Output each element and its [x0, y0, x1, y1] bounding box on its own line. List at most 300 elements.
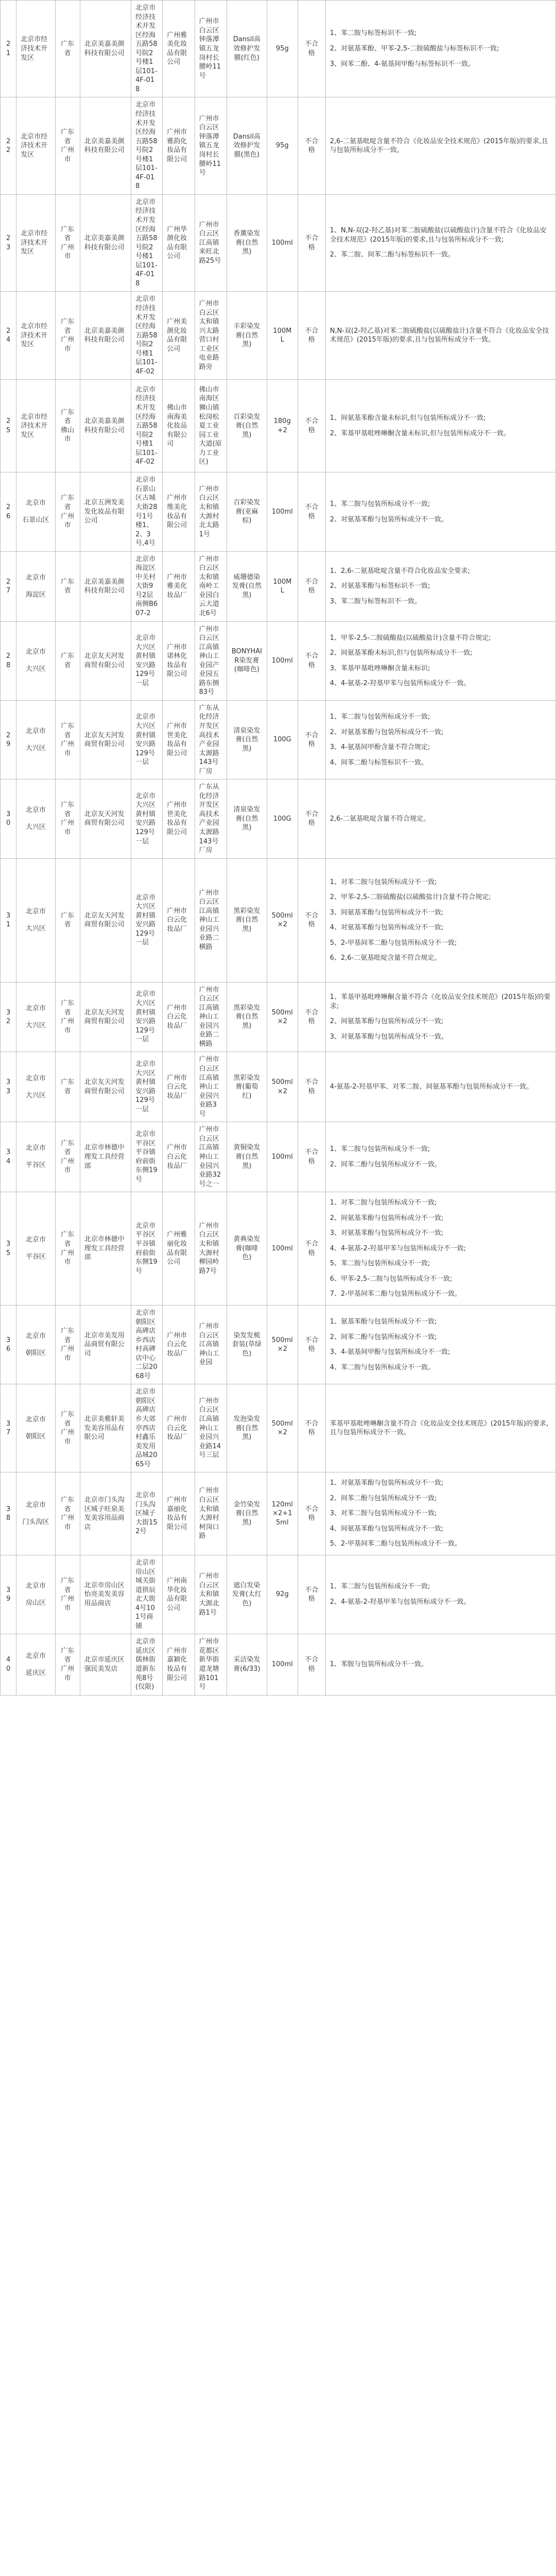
maker-location	[55, 1384, 80, 1472]
manufacturer: 广州市白云化妆品厂	[163, 858, 195, 982]
maker-city: 广州市	[61, 1665, 75, 1682]
seller-location	[16, 700, 56, 779]
product-spec: 500ml×2	[267, 1384, 298, 1472]
nonconforming-item: 1、间氨基苯酚含量未标识,但与包装所标成分不一致;	[329, 414, 486, 422]
product-name: 金竹染发膏(自然黑)	[227, 1472, 267, 1555]
nonconforming-item: 2、间苯二酚与包装所标成分不一致;	[329, 1494, 437, 1502]
sampled-enterprise: 北京市林德中理发工具经营部	[80, 1122, 131, 1192]
manufacturer-address: 广州市白云区太和镇兴太路营口村工业区电业路路旁	[195, 292, 227, 380]
maker-city: 广州市	[61, 243, 75, 261]
manufacturer-address: 广州市白云区太和镇大源村柯岗口路	[195, 1472, 227, 1555]
seller-location	[16, 1122, 56, 1192]
seller-city: 北京市	[25, 1236, 46, 1244]
table-row	[1, 1305, 556, 1384]
table-row	[1, 551, 556, 621]
nonconforming-item: 3、4-氨基间甲酚与包装所标成分不一致;	[329, 1348, 450, 1357]
product-spec: 100G	[267, 779, 298, 858]
table-row	[1, 1122, 556, 1192]
manufacturer-address: 广州市白云区江高镇神山工业园兴业路14号三层	[195, 1384, 227, 1472]
row-number: 26	[1, 472, 16, 551]
row-number: 38	[1, 1472, 16, 1555]
maker-province: 广东省	[61, 911, 75, 929]
product-name: 采洁染发膏(6/33)	[227, 1634, 267, 1695]
nonconforming-item: 2,6-二氨基吡啶含量不符合规定。	[329, 815, 430, 823]
maker-location	[55, 1634, 80, 1695]
enterprise-address: 北京市大兴区黄村镇安兴路129号一层	[131, 1052, 163, 1122]
maker-province: 广东省	[61, 801, 75, 818]
maker-province: 广东省	[61, 1078, 75, 1095]
table-row	[1, 1472, 556, 1555]
row-number: 34	[1, 1122, 16, 1192]
maker-city: 广州市	[61, 336, 75, 353]
seller-district: 大兴区	[25, 665, 46, 673]
product-name: 黑彩染发膏(自然黑)	[227, 982, 267, 1052]
table-row	[1, 982, 556, 1052]
row-number: 25	[1, 380, 16, 472]
sampled-enterprise: 北京美嘉美颜科技有限公司	[80, 194, 131, 291]
maker-location	[55, 700, 80, 779]
seller-city: 北京市经济技术开发区	[21, 323, 48, 349]
table-row	[1, 97, 556, 194]
nonconforming-items	[325, 1555, 555, 1634]
maker-location	[55, 292, 80, 380]
manufacturer: 广州市世美化妆品有限公司	[163, 700, 195, 779]
maker-city: 广州市	[61, 1345, 75, 1362]
seller-district: 房山区	[25, 1599, 46, 1607]
seller-district: 朝阳区	[25, 1349, 46, 1357]
nonconforming-items	[325, 700, 555, 779]
maker-city: 广州市	[61, 1514, 75, 1531]
product-name: Dansil高效修护发膜(红色)	[227, 1, 267, 97]
nonconforming-item: 2、苯基甲基吡唑啉酮含量未标识,但与包装所标成分不一致。	[329, 430, 511, 438]
row-number: 40	[1, 1634, 16, 1695]
seller-city: 北京市经济技术开发区	[21, 36, 48, 62]
nonconforming-items	[325, 1, 555, 97]
table-row	[1, 700, 556, 779]
row-number: 37	[1, 1384, 16, 1472]
table-row	[1, 1192, 556, 1306]
enterprise-address: 北京市经济技术开发区经海五路58号院2号楼1层101-4F-018	[131, 1, 163, 97]
maker-province: 广东省	[61, 1647, 75, 1664]
nonconforming-item: 3、4-氨基间甲酚含量不符合规定;	[329, 743, 430, 752]
maker-province: 广东省	[61, 408, 75, 426]
manufacturer-address: 广州市白云区江高镇神山工业园兴业路32号之一	[195, 1122, 227, 1192]
product-name: 清泉染发膏(自然黑)	[227, 779, 267, 858]
manufacturer: 广州华颜化妆品有限公司	[163, 194, 195, 291]
nonconforming-item: 1、甲苯-2,5-二胺硫酸盐(以硫酸盐计)含量不符合规定;	[329, 634, 491, 642]
inspection-result: 不合格	[298, 621, 325, 700]
seller-district: 海淀区	[25, 590, 46, 599]
product-name: 丰彩染发膏(自然黑)	[227, 292, 267, 380]
manufacturer-address: 广州市白云区江高镇来旺北路25号	[195, 194, 227, 291]
seller-city: 北京市经济技术开发区	[21, 230, 48, 256]
seller-city: 北京市	[25, 1074, 46, 1082]
product-name: 香薰染发膏(自然黑)	[227, 194, 267, 291]
enterprise-address: 北京市平谷区平谷镇府前街东侧19号	[131, 1122, 163, 1192]
sampled-enterprise: 北京友天河发商贸有限公司	[80, 621, 131, 700]
product-name: 染发发梳套装(草绿色)	[227, 1305, 267, 1384]
product-spec: 100ml	[267, 621, 298, 700]
maker-location	[55, 1305, 80, 1384]
enterprise-address: 北京市朝阳区高碑店乡西店村高碑店中心二层2068号	[131, 1305, 163, 1384]
seller-location	[16, 292, 56, 380]
manufacturer-address: 佛山市南海区狮山镇松岗松夏工业园工业大道(原力工业区)	[195, 380, 227, 472]
seller-location	[16, 551, 56, 621]
maker-city: 广州市	[61, 1595, 75, 1612]
enterprise-address: 北京市门头沟区城子大街152号	[131, 1472, 163, 1555]
inspection-result: 不合格	[298, 1122, 325, 1192]
maker-province: 广东省	[61, 128, 75, 145]
product-spec: 92g	[267, 1555, 298, 1634]
nonconforming-items	[325, 551, 555, 621]
maker-city: 广州市	[61, 1157, 75, 1175]
manufacturer: 广州市白云化妆品厂	[163, 982, 195, 1052]
table-row	[1, 1052, 556, 1122]
product-name: 威珊德染发膏(自然黑)	[227, 551, 267, 621]
enterprise-address: 北京市大兴区黄村镇安兴路129号一层	[131, 982, 163, 1052]
seller-city: 北京市	[25, 1652, 46, 1660]
inspection-result: 不合格	[298, 779, 325, 858]
table-row	[1, 1555, 556, 1634]
row-number: 29	[1, 700, 16, 779]
maker-city: 佛山市	[61, 426, 75, 444]
product-spec: 100ML	[267, 292, 298, 380]
maker-province: 广东省	[61, 1411, 75, 1428]
table-row	[1, 380, 556, 472]
seller-location	[16, 1052, 56, 1122]
product-name: 黑彩染发膏(自然黑)	[227, 858, 267, 982]
seller-city: 北京市	[25, 1332, 46, 1340]
nonconforming-item: 2,6-二氨基吡啶含量不符合《化妆品安全技术规范》(2015年版)的要求,且与包装所标成分不一致。	[329, 137, 548, 155]
maker-location	[55, 1122, 80, 1192]
product-spec: 180g+2	[267, 380, 298, 472]
manufacturer: 广州市白云化妆品厂	[163, 1384, 195, 1472]
nonconforming-item: 1、苯二胺与包装所标成分不一致;	[329, 1145, 430, 1153]
product-spec: 95g	[267, 1, 298, 97]
table-row	[1, 194, 556, 291]
manufacturer-address: 广州市白云区太和镇大源村柳园岭路7号	[195, 1192, 227, 1306]
enterprise-address: 北京市大兴区黄村镇安兴路129号一层	[131, 700, 163, 779]
product-name: 发泡染发膏(自然黑)	[227, 1384, 267, 1472]
maker-location	[55, 982, 80, 1052]
seller-city: 北京市	[25, 1144, 46, 1153]
nonconforming-items	[325, 1052, 555, 1122]
sampled-enterprise: 北京市林德中理发工具经营部	[80, 1192, 131, 1306]
nonconforming-item: 1、苯二胺与包装所标成分不一致;	[329, 1583, 430, 1591]
seller-district: 平谷区	[25, 1161, 46, 1170]
row-number: 21	[1, 1, 16, 97]
inspection-result: 不合格	[298, 1472, 325, 1555]
maker-province: 广东省	[61, 1231, 75, 1248]
manufacturer: 广州市雅美化妆品厂	[163, 551, 195, 621]
nonconforming-item: 2、对氨基苯酚与包装所标成分不一致;	[329, 728, 444, 736]
product-name: 黄典染发膏(咖啡色)	[227, 1192, 267, 1306]
nonconforming-item: 4、苯二胺与包装所标成分不一致。	[329, 1363, 435, 1371]
product-spec: 100G	[267, 700, 298, 779]
nonconforming-items	[325, 1472, 555, 1555]
seller-city: 北京市	[25, 806, 46, 815]
inspection-result: 不合格	[298, 1052, 325, 1122]
inspection-result: 不合格	[298, 1384, 325, 1472]
seller-city: 北京市经济技术开发区	[21, 132, 48, 159]
row-number: 31	[1, 858, 16, 982]
product-spec: 120ml×2+15ml	[267, 1472, 298, 1555]
seller-district: 平谷区	[25, 1253, 46, 1261]
nonconforming-items	[325, 858, 555, 982]
row-number: 35	[1, 1192, 16, 1306]
nonconforming-item: 1、苯二胺与包装所标成分不一致;	[329, 713, 430, 721]
nonconforming-items	[325, 621, 555, 700]
inspection-result: 不合格	[298, 1, 325, 97]
sampled-enterprise: 北京友天河发商贸有限公司	[80, 858, 131, 982]
enterprise-address: 北京市石景山区古城大街28号1号楼1、2、3号,4号	[131, 472, 163, 551]
manufacturer: 广州市雅韵化妆品有限公司	[163, 97, 195, 194]
seller-location	[16, 97, 56, 194]
nonconforming-items	[325, 380, 555, 472]
nonconforming-item: 1、对氨基苯酚与包装所标成分不一致;	[329, 1479, 444, 1487]
seller-district: 朝阳区	[25, 1433, 46, 1441]
maker-location	[55, 194, 80, 291]
inspection-result: 不合格	[298, 982, 325, 1052]
seller-location	[16, 1192, 56, 1306]
product-name: BONYHAIR染发膏(咖啡色)	[227, 621, 267, 700]
sampled-enterprise: 北京美雅轩美发美容用品有限公司	[80, 1384, 131, 1472]
enterprise-address: 北京市经济技术开发区经海五路58号院2号楼1层101-4F-018	[131, 194, 163, 291]
row-number: 28	[1, 621, 16, 700]
nonconforming-item: 4、4-氨基-2-羟基甲苯与包装所标成分不一致。	[329, 680, 471, 688]
inspection-result: 不合格	[298, 858, 325, 982]
enterprise-address: 北京市朝阳区高碑店乡大郊亭西店村鑫乐美发用品城2065号	[131, 1384, 163, 1472]
product-spec: 100ml	[267, 194, 298, 291]
seller-location	[16, 1472, 56, 1555]
sampled-enterprise: 北京友天河发商贸有限公司	[80, 700, 131, 779]
nonconforming-item: 2、4-氨基-2-羟基甲苯与包装所标成分不一致。	[329, 1598, 471, 1606]
inspection-result: 不合格	[298, 194, 325, 291]
nonconforming-item: 1、2,6-二氨基吡啶含量不符合化妆品安全要求;	[329, 567, 470, 575]
nonconforming-items	[325, 1122, 555, 1192]
seller-city: 北京市	[25, 1416, 46, 1424]
nonconforming-items	[325, 472, 555, 551]
manufacturer-address: 广州市花都区新华街道龙塘路101号	[195, 1634, 227, 1695]
nonconforming-items	[325, 97, 555, 194]
product-spec: 100ml	[267, 1634, 298, 1695]
maker-location	[55, 551, 80, 621]
seller-city: 北京市	[25, 1501, 46, 1509]
manufacturer: 广州美颜化妆品有限公司	[163, 292, 195, 380]
seller-district: 大兴区	[25, 744, 46, 752]
seller-location	[16, 858, 56, 982]
manufacturer: 广州雅美化妆品有限公司	[163, 1, 195, 97]
manufacturer-address: 广州市白云区钟落潭镇五龙岗村长腰岭11号	[195, 97, 227, 194]
maker-location	[55, 1, 80, 97]
maker-location	[55, 472, 80, 551]
enterprise-address: 北京市平谷区平谷镇府前街东侧19号	[131, 1192, 163, 1306]
nonconforming-item: 1、氨基苯酚与包装所标成分不一致;	[329, 1318, 437, 1326]
maker-province: 广东省	[61, 1577, 75, 1594]
nonconforming-item: 2、间氨基苯酚与包装所标成分不一致;	[329, 1214, 444, 1222]
maker-province: 广东省	[61, 999, 75, 1016]
seller-city: 北京市	[25, 499, 46, 507]
seller-district: 大兴区	[25, 823, 46, 832]
sampled-enterprise: 北京友天河发商贸有限公司	[80, 779, 131, 858]
seller-city: 北京市	[25, 907, 46, 916]
maker-city: 广州市	[61, 1018, 75, 1035]
nonconforming-item: 3、对氨基苯酚与包装所标成分不一致;	[329, 1229, 444, 1238]
sampled-enterprise: 北京美嘉美颜科技有限公司	[80, 292, 131, 380]
seller-location	[16, 194, 56, 291]
maker-province: 广东省	[61, 40, 75, 57]
enterprise-address: 北京市房山区城关街道拱辰北大街4号101号商铺	[131, 1555, 163, 1634]
row-number: 22	[1, 97, 16, 194]
seller-city: 北京市	[25, 1582, 46, 1590]
sampled-enterprise: 北京美嘉美颜科技有限公司	[80, 1, 131, 97]
sampled-enterprise: 北京市延庆区强民美发店	[80, 1634, 131, 1695]
maker-province: 广东省	[61, 578, 75, 595]
seller-location	[16, 472, 56, 551]
product-spec: 100ML	[267, 551, 298, 621]
nonconforming-item: 2、对氨基苯酚与标签标识不一致;	[329, 582, 430, 590]
nonconforming-item: 5、2-甲基间苯二酚与包装所标成分不一致。	[329, 1540, 461, 1548]
nonconforming-item: 2、苯二胺、间苯二酚与标签标识不一致。	[329, 251, 455, 259]
nonconforming-item: 2、间苯二酚与包装所标成分不一致;	[329, 1333, 437, 1341]
nonconforming-items	[325, 1634, 555, 1695]
enterprise-address: 北京市经济技术开发区经海五路58号院2号楼1层101-4F-018	[131, 97, 163, 194]
nonconforming-item: 4、间苯二酚与标签标识不一致。	[329, 758, 428, 767]
nonconforming-items	[325, 1192, 555, 1306]
manufacturer: 广州市白云化妆品厂	[163, 1122, 195, 1192]
product-spec: 100ml	[267, 1122, 298, 1192]
product-spec: 500ml×2	[267, 1052, 298, 1122]
maker-location	[55, 97, 80, 194]
manufacturer: 广州雅丽化妆品有限公司	[163, 1192, 195, 1306]
table-row	[1, 472, 556, 551]
seller-city: 北京市	[25, 1004, 46, 1012]
sampled-enterprise: 北京市房山区怡亮美发美容用品商店	[80, 1555, 131, 1634]
manufacturer-address: 广州市白云区钟落潭镇五龙岗村长腰岭11号	[195, 1, 227, 97]
maker-province: 广东省	[61, 1327, 75, 1344]
nonconforming-item: 4、对氨基苯酚与包装所标成分不一致;	[329, 924, 444, 932]
nonconforming-item: 1、对苯二胺与包装所标成分不一致;	[329, 1199, 437, 1207]
table-row	[1, 621, 556, 700]
nonconforming-item: 6、甲苯-2,5-二胺与包装所标成分不一致;	[329, 1275, 453, 1283]
sampled-enterprise: 北京美嘉美颜科技有限公司	[80, 551, 131, 621]
inspection-result: 不合格	[298, 1192, 325, 1306]
maker-city: 广州市	[61, 146, 75, 163]
nonconforming-item: 7、2-甲基间苯二酚与包装所标成分不一致。	[329, 1290, 461, 1298]
maker-location	[55, 380, 80, 472]
maker-location	[55, 1555, 80, 1634]
nonconforming-item: 4-氨基-2-羟基甲苯、对苯二胺、间氨基苯酚与包装所标成分不一致。	[329, 1083, 533, 1091]
nonconforming-item: 2、间氨基苯酚与包装所标成分不一致;	[329, 1018, 444, 1026]
manufacturer: 广州市诺林化妆品有限公司	[163, 621, 195, 700]
manufacturer-address: 广东从化经济开发区高技术产业园太源路143号厂房	[195, 700, 227, 779]
seller-city: 北京市	[25, 648, 46, 656]
nonconforming-item: 3、对氨基苯酚与包装所标成分不一致。	[329, 1032, 448, 1041]
nonconforming-item: 6、2,6-二氨基吡啶含量不符合规定。	[329, 954, 441, 962]
product-name: Dansil高效修护发膜(黑色)	[227, 97, 267, 194]
product-name: 百彩染发膏(自然黑)	[227, 380, 267, 472]
seller-district: 石景山区	[22, 516, 49, 524]
seller-district: 大兴区	[25, 1021, 46, 1029]
sampled-enterprise: 北京市门头沟区城子旺泉美发美容用品商店	[80, 1472, 131, 1555]
manufacturer: 佛山市南海美化妆品有限公司	[163, 380, 195, 472]
product-spec: 95g	[267, 97, 298, 194]
row-number: 27	[1, 551, 16, 621]
maker-location	[55, 1192, 80, 1306]
table-row	[1, 858, 556, 982]
product-spec: 500ml×2	[267, 982, 298, 1052]
seller-location	[16, 380, 56, 472]
manufacturer: 广州市白云化妆品厂	[163, 1305, 195, 1384]
inspection-result: 不合格	[298, 472, 325, 551]
manufacturer-address: 广州市白云区太和镇南岭工业园白云大道北6号	[195, 551, 227, 621]
manufacturer-address: 广州市白云区太和镇大源村北太路1号	[195, 472, 227, 551]
maker-city: 广州市	[61, 1429, 75, 1446]
nonconforming-item: 3、对苯二胺与包装所标成分不一致;	[329, 1510, 437, 1518]
product-name: 黄铜染发膏(自然黑)	[227, 1122, 267, 1192]
manufacturer-address: 广东从化经济开发区高技术产业园太源路143号厂房	[195, 779, 227, 858]
enterprise-address: 北京市经济技术开发区经海五路58号院2号楼1层101-4F-02	[131, 292, 163, 380]
nonconforming-item: N,N-双(2-羟乙基)对苯二胺硫酸盐(以硫酸盐计)含量不符合《化妆品安全技术规范》(2015年版)的要求,且与包装所标成分不一致。	[329, 327, 549, 344]
seller-location	[16, 621, 56, 700]
nonconforming-item: 1、苯二胺与包装所标成分不一致;	[329, 500, 430, 508]
maker-location	[55, 621, 80, 700]
nonconforming-item: 3、苯基甲基吡唑啉酮含量未标识;	[329, 664, 430, 672]
row-number: 36	[1, 1305, 16, 1384]
maker-province: 广东省	[61, 1496, 75, 1513]
seller-location	[16, 1305, 56, 1384]
inspection-result: 不合格	[298, 1305, 325, 1384]
seller-district: 大兴区	[25, 924, 46, 933]
nonconforming-items	[325, 1384, 555, 1472]
manufacturer-address: 广州市白云区江高镇神山工业园兴业路二横路	[195, 858, 227, 982]
inspection-result: 不合格	[298, 700, 325, 779]
nonconforming-items	[325, 779, 555, 858]
nonconforming-item: 1、对苯二胺与包装所标成分不一致;	[329, 878, 437, 886]
seller-district: 门头沟区	[22, 1518, 49, 1526]
seller-location	[16, 779, 56, 858]
product-spec: 500ml×2	[267, 858, 298, 982]
manufacturer: 广州市嘉丽化妆品有限公司	[163, 1472, 195, 1555]
maker-location	[55, 779, 80, 858]
maker-city: 广州市	[61, 819, 75, 837]
product-name: 遮白发染发膏(太红色)	[227, 1555, 267, 1634]
table-row	[1, 1, 556, 97]
product-name: 清泉染发膏(自然黑)	[227, 700, 267, 779]
manufacturer-address: 广州市白云区江高镇神山工业园兴业路3号	[195, 1052, 227, 1122]
nonconforming-item: 2、甲苯-2,5-二胺硫酸盐(以硫酸盐计)含量不符合规定;	[329, 893, 491, 902]
nonconforming-item: 3、间氨基苯酚与包装所标成分不一致;	[329, 908, 444, 917]
manufacturer: 广州市嘉颖化妆品有限公司	[163, 1634, 195, 1695]
nonconforming-item: 3、间苯二酚、4-氨基间甲酚与标签标识不一致。	[329, 60, 475, 68]
enterprise-address: 北京市大兴区黄村镇安兴路129号一层	[131, 779, 163, 858]
maker-province: 广东省	[61, 652, 75, 669]
row-number: 33	[1, 1052, 16, 1122]
seller-location	[16, 1555, 56, 1634]
nonconforming-item: 2、对氨基苯酚与包装所标成分不一致。	[329, 515, 448, 523]
nonconforming-items	[325, 982, 555, 1052]
seller-location	[16, 1634, 56, 1695]
maker-province: 广东省	[61, 1139, 75, 1157]
maker-province: 广东省	[61, 494, 75, 511]
maker-city: 广州市	[61, 1249, 75, 1266]
maker-city: 广州市	[61, 740, 75, 757]
sampled-enterprise: 北京友天河发商贸有限公司	[80, 1052, 131, 1122]
seller-district: 大兴区	[25, 1091, 46, 1099]
product-spec: 100ml	[267, 1192, 298, 1306]
nonconforming-item: 2、间苯二酚与包装所标成分不一致。	[329, 1160, 441, 1168]
nonconforming-item: 1、N,N-双(2-羟乙基)对苯二胺硫酸盐(以硫酸盐计)含量不符合《化妆品安全技术规范》(2015年版)的要求,且与包装所标成分不一致;	[329, 227, 547, 244]
